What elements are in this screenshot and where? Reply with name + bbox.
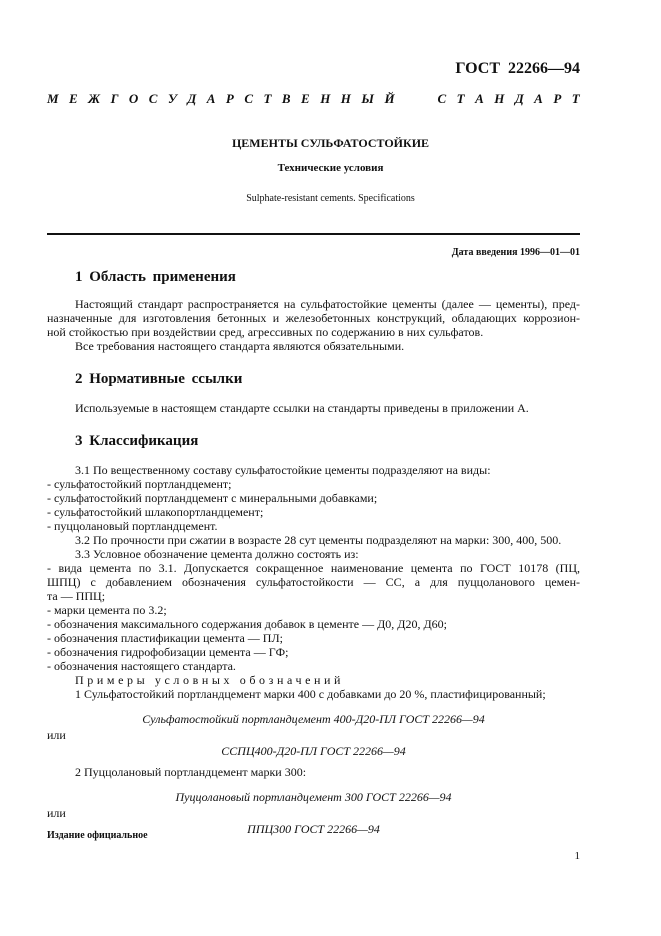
banner-letter: О (128, 91, 139, 106)
paragraph-line: 3.2 По прочности при сжатии в возрасте 28 сут цементы подразделяют на марки: 300, 400, 500. (75, 533, 562, 547)
banner-letter: Д (514, 91, 524, 106)
banner-letter: С (244, 91, 254, 106)
section-body-classification (47, 463, 580, 836)
paragraph-line: та — ППЦ; (47, 589, 106, 603)
paragraph-line: ной стойкостью при воздействии сред, агрессивных по содержанию в них сульфатов. (47, 325, 484, 339)
banner-letter: Н (320, 91, 331, 106)
banner-letter: Р (553, 91, 562, 106)
paragraph-line: Настоящий стандарт распространяется на сульфатостойкие цементы (далее — цементы), пред- (75, 297, 580, 311)
paragraph-line: ШПЦ) с добавлением обозначения сульфатостойкости — СС, а для пуццоланового цемен- (47, 575, 580, 589)
banner-letter: Д (187, 91, 197, 106)
banner-letter: Т (571, 91, 580, 106)
banner-letter: М (47, 91, 59, 106)
banner-letter: Т (456, 91, 465, 106)
banner-letter: С (437, 91, 447, 106)
banner-letter: Е (301, 91, 310, 106)
banner-letter: Й (384, 91, 395, 106)
banner-letter: Ы (361, 91, 374, 106)
paragraph-line: Используемые в настоящем стандарте ссылки на стандарты приведены в приложении А. (75, 401, 529, 415)
example-designation: ППЦ300 ГОСТ 22266—94 (247, 822, 380, 836)
official-edition-label: Издание официальное (47, 830, 148, 841)
section-heading-classification: 3 Классификация (75, 433, 199, 449)
banner-letter: Н (340, 91, 351, 106)
english-title: Sulphate-resistant cements. Specifications (246, 193, 415, 204)
list-item: - пуццолановый портландцемент. (47, 519, 218, 533)
standard-designation: ГОСТ 22266—94 (455, 60, 580, 77)
introduction-date: Дата введения 1996—01—01 (451, 247, 580, 258)
banner-letter: Ж (88, 91, 101, 106)
examples-heading: Примеры условных обозначений (75, 673, 345, 687)
banner-letter: А (206, 91, 216, 106)
horizontal-rule (47, 233, 580, 235)
list-item: - обозначения гидрофобизации цемента — ГФ; (47, 645, 289, 659)
list-item: - сульфатостойкий портландцемент с минеральными добавками; (47, 491, 378, 505)
example-description: 1 Сульфатостойкий портландцемент марки 400 с добавками до 20 %, пластифицированный; (75, 687, 546, 701)
banner-letter: Т (263, 91, 272, 106)
list-item: - вида цемента по 3.1. Допускается сокращенное наименование цемента по ГОСТ 10178 (ПЦ, (47, 561, 580, 575)
list-item: - обозначения максимального содержания добавок в цементе — Д0, Д20, Д60; (47, 617, 447, 631)
example-designation: Сульфатостойкий портландцемент 400-Д20-ПЛ ГОСТ 22266—94 (142, 712, 485, 726)
list-item: - обозначения пластификации цемента — ПЛ; (47, 631, 283, 645)
list-item: - марки цемента по 3.2; (47, 603, 167, 617)
banner-letter: В (281, 91, 291, 106)
banner-letter: У (167, 91, 177, 106)
paragraph-line: 3.3 Условное обозначение цемента должно состоять из: (75, 547, 359, 561)
banner-letter: Г (110, 91, 119, 106)
section-heading-scope: 1 Область применения (75, 269, 236, 285)
paragraph-line: Все требования настоящего стандарта являются обязательными. (75, 339, 405, 353)
example-designation: ССПЦ400-Д20-ПЛ ГОСТ 22266—94 (221, 744, 406, 758)
banner-letter: Н (494, 91, 505, 106)
section-body-references (47, 401, 580, 415)
banner-gap (405, 91, 427, 107)
example-designation: Пуццолановый портландцемент 300 ГОСТ 22266—94 (175, 790, 452, 804)
page-number: 1 (574, 850, 580, 862)
section-heading-references: 2 Нормативные ссылки (75, 371, 243, 387)
banner-letter: А (475, 91, 484, 106)
example-description: 2 Пуццолановый портландцемент марки 300: (75, 765, 307, 779)
list-item: - обозначения настоящего стандарта. (47, 659, 236, 673)
banner-letter: Е (69, 91, 78, 106)
paragraph-line: 3.1 По вещественному составу сульфатостойкие цементы подразделяют на виды: (75, 463, 491, 477)
banner-letter: С (148, 91, 158, 106)
document-title: ЦЕМЕНТЫ СУЛЬФАТОСТОЙКИЕ (231, 136, 430, 150)
section-body-scope (47, 297, 580, 353)
interstate-standard-banner (47, 91, 580, 107)
list-item: - сульфатостойкий портландцемент; (47, 477, 232, 491)
or-word: или (47, 728, 66, 742)
document-subtitle: Технические условия (277, 162, 384, 174)
or-word: или (47, 806, 66, 820)
list-item: - сульфатостойкий шлакопортландцемент; (47, 505, 264, 519)
paragraph-line: назначенные для изготовления бетонных и железобетонных конструкций, обладающих коррозион- (47, 311, 580, 325)
banner-letter: Р (225, 91, 234, 106)
banner-letter: А (534, 91, 543, 106)
